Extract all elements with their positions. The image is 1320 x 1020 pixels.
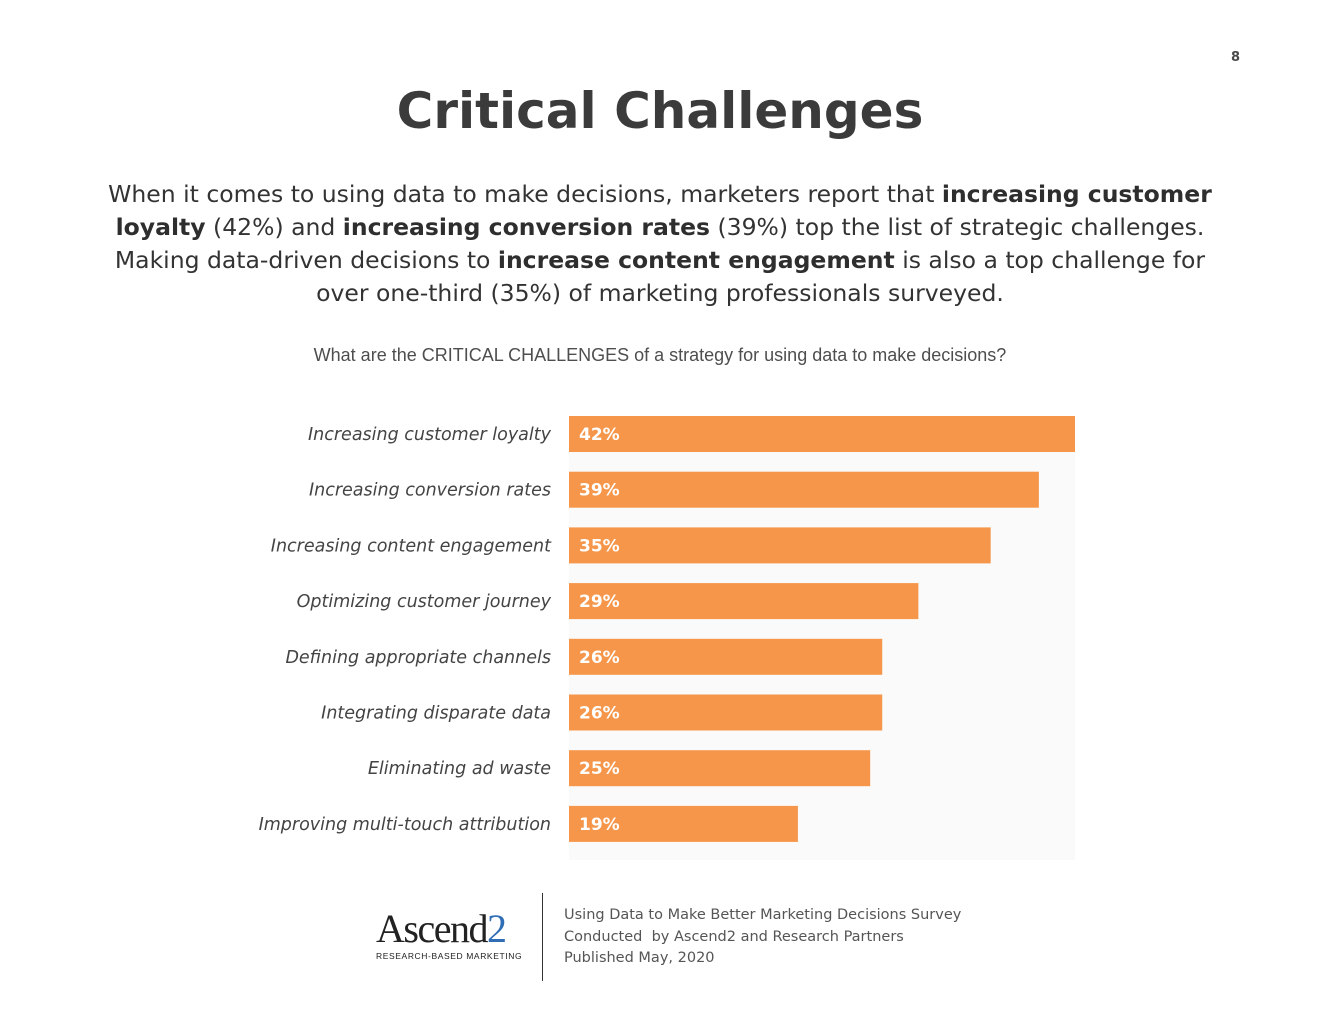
chart-category-group bbox=[259, 425, 553, 835]
intro-text-2: (42%) and bbox=[205, 213, 343, 241]
page-title: Critical Challenges bbox=[396, 82, 924, 140]
logo-word: Ascend bbox=[376, 906, 487, 951]
intro-text-1: When it comes to using data to make decisions, marketers report that bbox=[108, 180, 942, 208]
ascend2-logo bbox=[376, 906, 526, 961]
chart-category-label: Improving multi-touch attribution bbox=[258, 814, 551, 835]
chart-category-label: Increasing conversion rates bbox=[308, 480, 551, 501]
chart-value-label: 19% bbox=[579, 814, 620, 835]
intro-paragraph bbox=[90, 178, 1230, 310]
bar-chart bbox=[0, 400, 1320, 860]
chart-category-label: Defining appropriate channels bbox=[285, 647, 551, 668]
footer bbox=[0, 893, 1320, 983]
logo-digit: 2 bbox=[486, 906, 506, 951]
chart-category-label: Optimizing customer journey bbox=[296, 592, 551, 613]
page-number: 8 bbox=[1230, 50, 1240, 65]
survey-credits bbox=[564, 905, 961, 970]
chart-value-label: 42% bbox=[579, 425, 620, 445]
chart-value-label: 26% bbox=[579, 703, 620, 724]
chart-value-label: 26% bbox=[579, 647, 620, 668]
intro-text-3: (39%) top the list of strategic challenges. Making data-driven decisions to bbox=[114, 213, 1205, 274]
logo-wordmark bbox=[376, 906, 526, 951]
chart-value-label: 29% bbox=[579, 592, 620, 613]
chart-bar bbox=[569, 583, 918, 619]
chart-category-label: Increasing customer loyalty bbox=[307, 425, 551, 445]
chart-category-label: Increasing content engagement bbox=[270, 536, 551, 557]
chart-bar bbox=[569, 527, 991, 563]
survey-published-date: Published May, 2020 bbox=[564, 950, 715, 966]
intro-highlight-loyalty: increasing customer loyalty bbox=[115, 180, 1212, 241]
chart-value-label: 39% bbox=[579, 480, 620, 501]
chart-bar bbox=[569, 472, 1039, 508]
intro-highlight-conversion: increasing conversion rates bbox=[342, 213, 711, 241]
survey-conductor: Conducted by Ascend2 and Research Partners bbox=[564, 928, 904, 945]
survey-title: Using Data to Make Better Marketing Decisions Survey bbox=[564, 907, 962, 923]
chart-value-label: 25% bbox=[579, 759, 620, 780]
chart-category-label: Integrating disparate data bbox=[321, 703, 551, 724]
chart-bar bbox=[569, 416, 1075, 452]
chart-value-label: 35% bbox=[579, 536, 620, 557]
footer-divider bbox=[542, 893, 543, 981]
intro-text-4: is also a top challenge for over one-third (35%) of marketing professionals surveyed. bbox=[316, 246, 1206, 307]
logo-tagline: RESEARCH-BASED MARKETING bbox=[376, 951, 523, 961]
chart-question: What are the CRITICAL CHALLENGES of a strategy for using data to make decisions? bbox=[313, 345, 1007, 365]
chart-category-label: Eliminating ad waste bbox=[367, 759, 551, 780]
intro-highlight-engagement: increase content engagement bbox=[497, 246, 895, 274]
